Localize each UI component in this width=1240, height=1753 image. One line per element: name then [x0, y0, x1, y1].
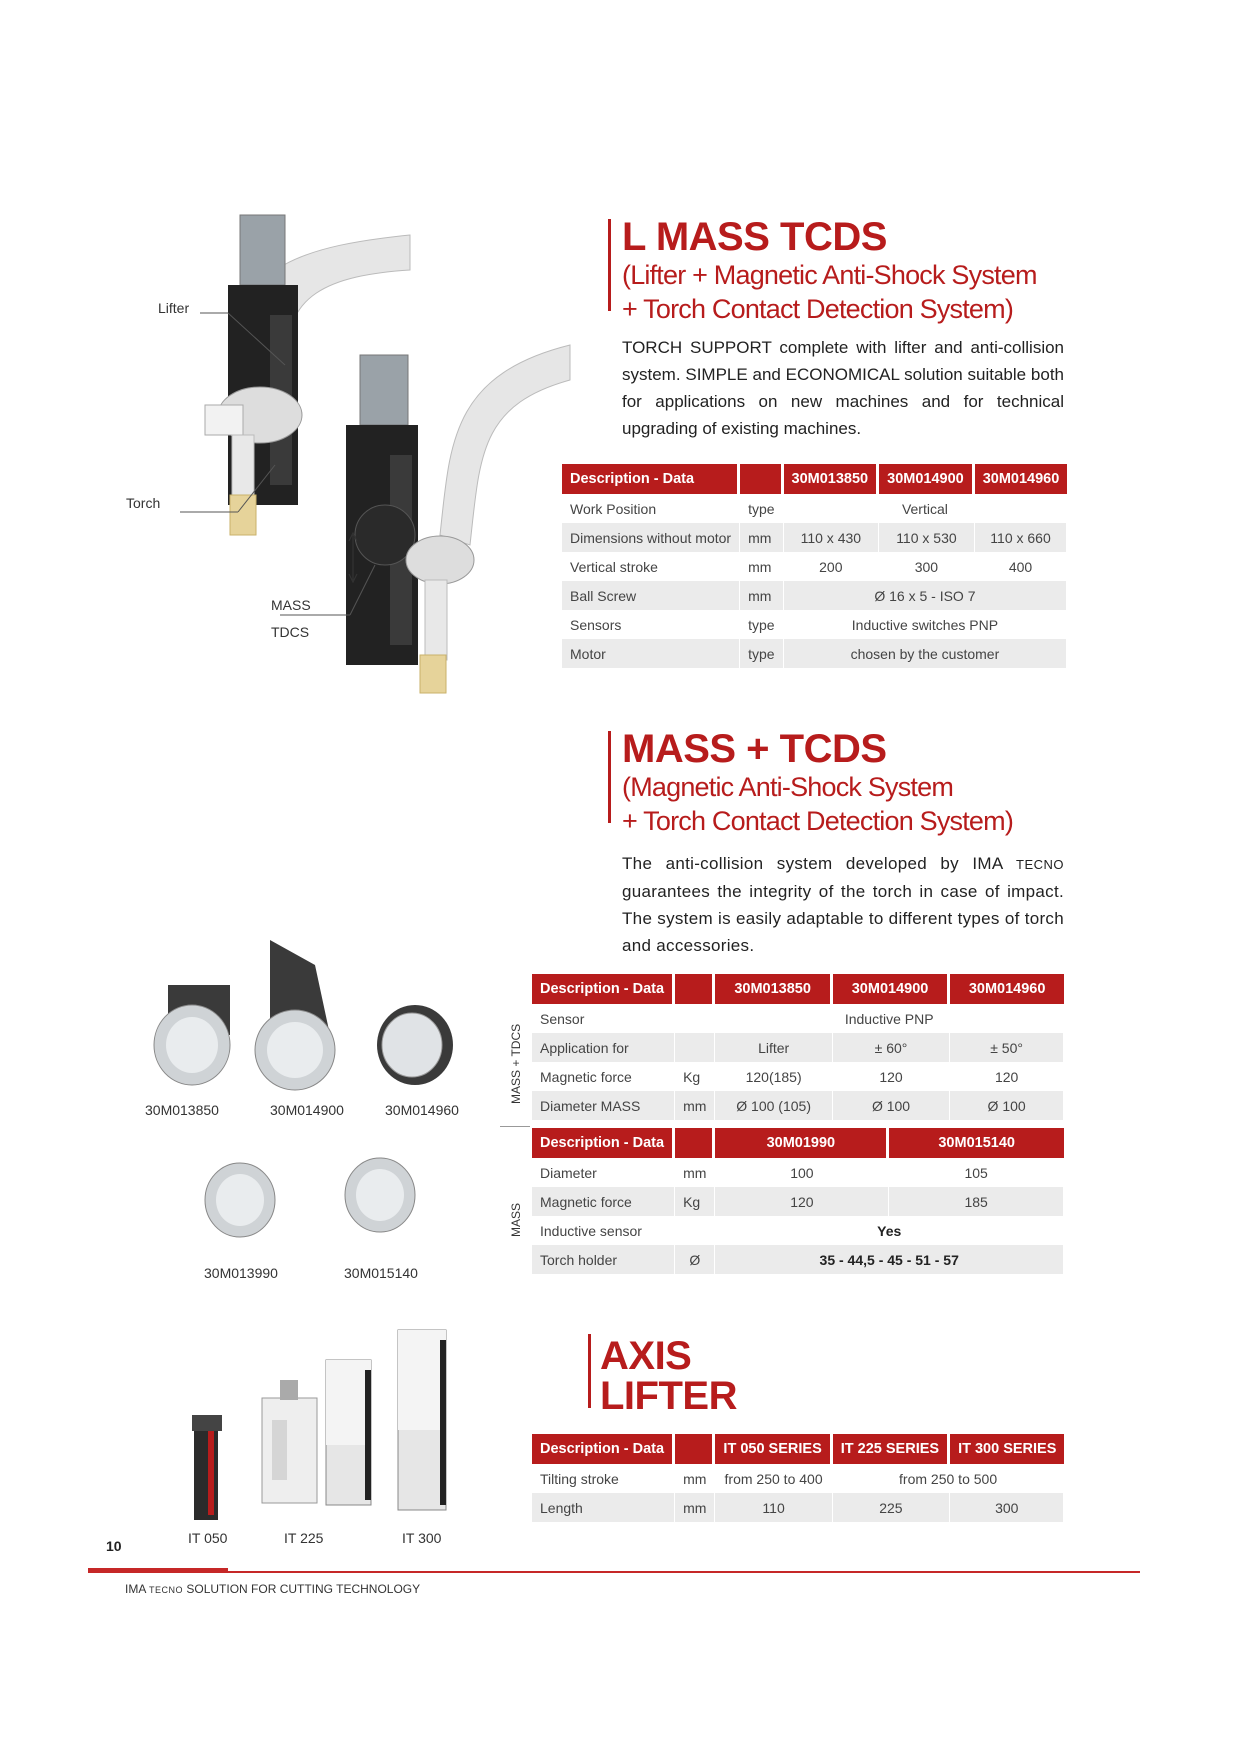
row-label: Magnetic force [532, 1062, 675, 1091]
row-unit: mm [675, 1464, 715, 1493]
table-header: Description - Data [532, 974, 675, 1004]
page-number: 10 [106, 1538, 122, 1554]
table-header: 30M015140 [889, 1128, 1064, 1158]
axis-caption: IT 300 [402, 1530, 442, 1546]
lmass-description: TORCH SUPPORT complete with lifter and anti-collision system. SIMPLE and ECONOMICAL solution suitable both for applications on new machines and for technical upgrading of existing machines. [622, 338, 1064, 438]
table-row [532, 1245, 1064, 1274]
row-value: Yes [715, 1216, 1064, 1245]
row-label: Dimensions without motor [562, 523, 740, 552]
row-value: 35 - 44,5 - 45 - 51 - 57 [715, 1245, 1064, 1274]
callout-mass: MASS [271, 597, 311, 613]
row-value: 110 x 530 [879, 523, 975, 552]
row-value: Ø 100 (105) [715, 1091, 832, 1120]
side-label-mass: MASS [509, 1202, 523, 1237]
table-row [532, 1216, 1064, 1245]
row-value: from 250 to 500 [833, 1464, 1065, 1493]
row-unit: type [740, 610, 783, 639]
row-unit: mm [675, 1493, 715, 1522]
table-row [532, 1464, 1064, 1493]
table-row [562, 552, 1067, 581]
row-value: 120 [833, 1062, 950, 1091]
table-header: Description - Data [562, 464, 740, 494]
section-accent-bar [608, 219, 611, 311]
row-unit [675, 1033, 715, 1062]
table-row [562, 523, 1067, 552]
table-header [675, 974, 715, 1004]
row-value: 100 [715, 1158, 889, 1187]
axis-lifter-images [180, 1320, 470, 1530]
footer-brand: IMA TECNO SOLUTION FOR CUTTING TECHNOLOGY [125, 1582, 421, 1596]
row-value: 110 [715, 1493, 832, 1522]
row-value: Ø 16 x 5 - ISO 7 [784, 581, 1068, 610]
table-header: IT 225 SERIES [833, 1434, 950, 1464]
row-value: 105 [889, 1158, 1064, 1187]
row-label: Inductive sensor [532, 1216, 675, 1245]
row-unit: mm [740, 552, 783, 581]
table-row [532, 1493, 1064, 1522]
mass-caption: 30M014960 [385, 1102, 459, 1118]
table-header: 30M014960 [950, 974, 1064, 1004]
axis-caption: IT 050 [188, 1530, 228, 1546]
row-unit [675, 1216, 715, 1245]
table-row [532, 1033, 1064, 1062]
table-header: Description - Data [532, 1128, 675, 1158]
mass-caption: 30M013850 [145, 1102, 219, 1118]
row-unit: Kg [675, 1062, 715, 1091]
row-label: Diameter [532, 1158, 675, 1187]
row-value: Ø 100 [950, 1091, 1064, 1120]
row-unit: mm [675, 1158, 715, 1187]
row-value: 300 [879, 552, 975, 581]
axis-caption: IT 225 [284, 1530, 324, 1546]
lmass-product-image [120, 205, 580, 705]
lmass-subtitle-1: (Lifter + Magnetic Anti-Shock System [622, 260, 1037, 290]
row-unit: Kg [675, 1187, 715, 1216]
row-label: Application for [532, 1033, 675, 1062]
row-label: Sensors [562, 610, 740, 639]
table-header: 30M013850 [784, 464, 880, 494]
table-header [675, 1128, 715, 1158]
row-unit: mm [740, 581, 783, 610]
table-header [740, 464, 783, 494]
mass-caption: 30M013990 [204, 1265, 278, 1281]
table-row [532, 1158, 1064, 1187]
row-value: from 250 to 400 [715, 1464, 832, 1493]
row-value: Lifter [715, 1033, 832, 1062]
row-value: 200 [784, 552, 880, 581]
table-row [562, 639, 1067, 668]
row-value: ± 50° [950, 1033, 1064, 1062]
table-header: IT 300 SERIES [950, 1434, 1064, 1464]
table-row [562, 610, 1067, 639]
footer-line [88, 1571, 1140, 1573]
table-row [562, 581, 1067, 610]
table-header: Description - Data [532, 1434, 675, 1464]
row-label: Tilting stroke [532, 1464, 675, 1493]
axis-title-2: LIFTER [600, 1374, 737, 1418]
row-value: 400 [975, 552, 1068, 581]
row-value: Inductive switches PNP [784, 610, 1068, 639]
row-label: Ball Screw [562, 581, 740, 610]
table-divider [500, 1126, 530, 1127]
mass-subtitle-2: + Torch Contact Detection System) [622, 806, 1014, 836]
row-value: 120 [715, 1187, 889, 1216]
row-label: Sensor [532, 1004, 675, 1033]
mass-spec-table [532, 1128, 1064, 1274]
row-value: chosen by the customer [784, 639, 1068, 668]
mass-product-images [140, 935, 480, 1250]
row-unit: mm [675, 1091, 715, 1120]
table-header: 30M01990 [715, 1128, 889, 1158]
table-header: 30M014900 [833, 974, 950, 1004]
row-label: Length [532, 1493, 675, 1522]
mass-caption: 30M014900 [270, 1102, 344, 1118]
callout-lifter: Lifter [158, 300, 190, 316]
row-value: 110 x 660 [975, 523, 1068, 552]
row-unit: type [740, 639, 783, 668]
mass-title: MASS + TCDS [622, 727, 887, 771]
row-unit: Ø [675, 1245, 715, 1274]
table-row [532, 1062, 1064, 1091]
callout-tdcs: TDCS [271, 624, 310, 640]
section-accent-bar [588, 1334, 591, 1408]
row-value: 185 [889, 1187, 1064, 1216]
mass-description: The anti-collision system developed by IMA TECNO guarantees the integrity of the torch in case of impact. The system is easily adaptable to different types of torch and accessories. [622, 854, 1064, 955]
section-accent-bar [608, 731, 611, 823]
row-value: Vertical [784, 494, 1068, 523]
table-row [532, 1187, 1064, 1216]
row-value: 300 [950, 1493, 1064, 1522]
row-unit: mm [740, 523, 783, 552]
row-label: Vertical stroke [562, 552, 740, 581]
row-label: Motor [562, 639, 740, 668]
row-label: Diameter MASS [532, 1091, 675, 1120]
row-value: Inductive PNP [715, 1004, 1064, 1033]
row-value: 225 [833, 1493, 950, 1522]
mass-caption: 30M015140 [344, 1265, 418, 1281]
table-header: 30M014900 [879, 464, 975, 494]
table-header: IT 050 SERIES [715, 1434, 832, 1464]
row-value: 120 [950, 1062, 1064, 1091]
lmass-spec-table [562, 464, 1067, 668]
lmass-title: L MASS TCDS [622, 215, 887, 259]
mass-subtitle-1: (Magnetic Anti-Shock System [622, 772, 954, 802]
table-row [532, 1091, 1064, 1120]
table-row [562, 494, 1067, 523]
row-value: 120(185) [715, 1062, 832, 1091]
axis-spec-table [532, 1434, 1064, 1522]
mass-tcds-spec-table [532, 974, 1064, 1120]
table-header [675, 1434, 715, 1464]
row-value: Ø 100 [833, 1091, 950, 1120]
callout-torch: Torch [126, 495, 161, 511]
table-header: 30M014960 [975, 464, 1068, 494]
row-value: 110 x 430 [784, 523, 880, 552]
axis-title-1: AXIS [600, 1334, 692, 1378]
row-label: Magnetic force [532, 1187, 675, 1216]
table-row [532, 1004, 1064, 1033]
side-label-mass-tdcs: MASS + TDCS [509, 1023, 523, 1104]
row-label: Torch holder [532, 1245, 675, 1274]
row-value: ± 60° [833, 1033, 950, 1062]
row-label: Work Position [562, 494, 740, 523]
row-unit [675, 1004, 715, 1033]
row-unit: type [740, 494, 783, 523]
lmass-subtitle-2: + Torch Contact Detection System) [622, 294, 1014, 324]
table-header: 30M013850 [715, 974, 832, 1004]
